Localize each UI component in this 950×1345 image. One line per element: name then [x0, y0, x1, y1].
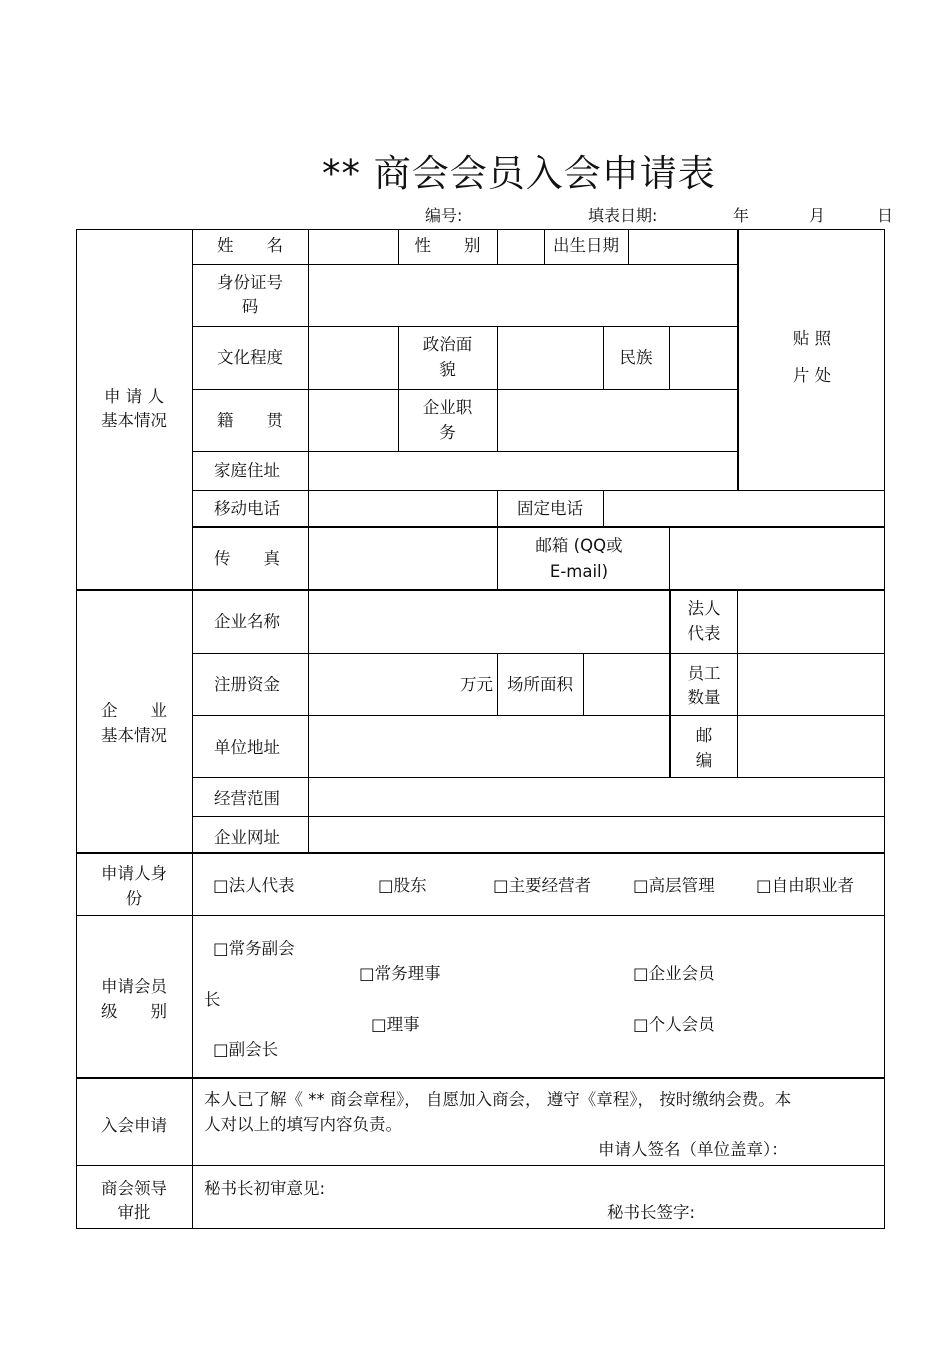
postcode-field[interactable]: [739, 717, 883, 776]
application-statement-line2: 人对以上的填写内容负责。: [204, 1115, 402, 1134]
company-address-field[interactable]: [310, 717, 668, 776]
identity-option-main-operator[interactable]: □主要经营者: [493, 876, 592, 895]
staff-count-label-line2: 数量: [687, 688, 721, 707]
level-option-executive-vp-cont: 长: [204, 990, 221, 1009]
company-name-label: 企业名称: [214, 612, 280, 631]
identity-option-senior-management[interactable]: □高层管理: [633, 876, 715, 895]
education-label: 文化程度: [217, 348, 283, 367]
legal-rep-field[interactable]: [739, 592, 883, 652]
legal-rep-label-line1: 法人: [687, 599, 721, 618]
political-label-line1: 政治面: [422, 335, 473, 354]
staff-count-label-line1: 员工: [687, 664, 721, 683]
applicant-section-label-line1: 申 请 人: [104, 387, 164, 406]
approval-label-line2: 审批: [117, 1203, 151, 1222]
native-place-field[interactable]: [310, 391, 397, 450]
legal-rep-label-line2: 代表: [687, 624, 721, 643]
company-section-label-line1: 企 业: [101, 701, 167, 720]
fill-date-label: 填表日期:: [588, 206, 658, 225]
political-field[interactable]: [499, 328, 602, 388]
gender-field[interactable]: [499, 231, 543, 263]
fax-field[interactable]: [310, 529, 496, 588]
company-address-label: 单位地址: [214, 738, 280, 757]
year-label: 年: [733, 206, 750, 225]
applicant-section-label-line2: 基本情况: [101, 411, 167, 430]
name-field[interactable]: [310, 231, 397, 263]
page-title: ** 商会会员入会申请表: [322, 152, 716, 195]
id-number-field[interactable]: [310, 266, 736, 325]
site-area-field[interactable]: [585, 655, 668, 714]
identity-label-line2: 份: [125, 889, 143, 908]
website-field[interactable]: [310, 818, 883, 851]
website-label: 企业网址: [214, 828, 280, 847]
birth-date-field[interactable]: [630, 231, 736, 263]
level-label-line2: 级 别: [101, 1002, 167, 1021]
level-option-executive-director[interactable]: □常务理事: [359, 964, 441, 983]
postcode-label-line1: 邮: [695, 726, 713, 745]
position-field[interactable]: [499, 391, 736, 450]
name-label: 姓 名: [217, 236, 283, 255]
secretary-opinion-label: 秘书长初审意见:: [204, 1179, 326, 1198]
gender-label: 性 别: [414, 236, 481, 255]
staff-count-field[interactable]: [739, 655, 883, 714]
mobile-label: 移动电话: [214, 499, 280, 518]
registered-capital-label: 注册资金: [214, 675, 280, 694]
identity-label-line1: 申请人身: [101, 864, 167, 883]
education-field[interactable]: [310, 328, 397, 388]
secretary-signature-label: 秘书长签字:: [607, 1203, 696, 1222]
ethnicity-field[interactable]: [671, 328, 736, 388]
level-label-line1: 申请会员: [101, 977, 167, 996]
photo-area-line1: 贴 照: [792, 329, 832, 348]
postcode-label-line2: 编: [695, 751, 713, 770]
company-name-field[interactable]: [310, 592, 668, 652]
identity-option-legal-rep[interactable]: □法人代表: [213, 876, 295, 895]
applicant-signature-label: 申请人签名（单位盖章）：: [598, 1140, 788, 1159]
level-option-director[interactable]: □理事: [371, 1015, 420, 1034]
fax-label: 传 真: [214, 549, 280, 568]
id-number-label-line2: 码: [241, 297, 259, 316]
application-label: 入会申请: [101, 1116, 167, 1135]
mobile-field[interactable]: [310, 492, 496, 525]
level-option-vice-president[interactable]: □副会长: [213, 1040, 279, 1059]
month-label: 月: [809, 206, 826, 225]
home-address-label: 家庭住址: [214, 461, 280, 480]
email-field[interactable]: [671, 529, 883, 588]
birth-date-label: 出生日期: [553, 236, 619, 255]
application-statement-line1: 本人已了解《 ** 商会章程》， 自愿加入商会， 遵守《章程》， 按时缴纳会费。本: [204, 1090, 792, 1109]
site-area-label: 场所面积: [507, 675, 573, 694]
identity-option-shareholder[interactable]: □股东: [378, 876, 427, 895]
email-label-line1: 邮箱 (QQ或: [535, 536, 623, 555]
identity-option-freelancer[interactable]: □自由职业者: [756, 876, 855, 895]
political-label-line2: 貌: [439, 360, 456, 379]
landline-label: 固定电话: [517, 499, 583, 518]
business-scope-field[interactable]: [310, 779, 883, 815]
photo-area-line2: 片 处: [792, 366, 832, 385]
position-label-line2: 务: [439, 423, 456, 442]
position-label-line1: 企业职: [422, 398, 473, 417]
ethnicity-label: 民族: [619, 348, 653, 367]
approval-label-line1: 商会领导: [101, 1179, 167, 1198]
company-section-label-line2: 基本情况: [101, 726, 167, 745]
id-number-label-line1: 身份证号: [217, 273, 283, 292]
level-option-executive-vp[interactable]: □常务副会: [213, 939, 295, 958]
capital-unit: 万元: [460, 675, 493, 694]
day-label: 日: [877, 206, 894, 225]
landline-field[interactable]: [605, 492, 883, 525]
business-scope-label: 经营范围: [214, 789, 280, 808]
home-address-field[interactable]: [310, 453, 736, 489]
level-option-individual-member[interactable]: □个人会员: [633, 1015, 715, 1034]
level-option-corporate-member[interactable]: □企业会员: [633, 964, 715, 983]
number-label: 编号:: [425, 206, 463, 225]
email-label-line2: E-mail): [549, 562, 609, 581]
native-place-label: 籍 贯: [217, 411, 283, 430]
